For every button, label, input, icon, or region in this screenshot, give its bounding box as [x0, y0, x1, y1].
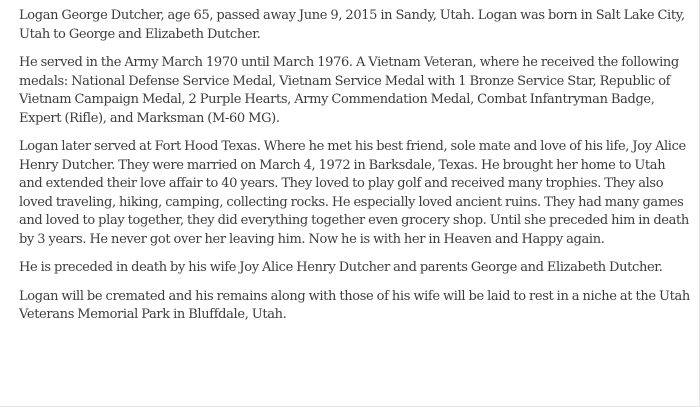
paragraph-military-service: He served in the Army March 1970 until March 1976. A Vietnam Veteran, where he received the following medals: National Defense Service Medal, Vietnam Service Medal with 1 Bronze Service Star, Republic of Vietnam Campaign Medal, 2 Purple Hearts, Army Commendation Medal, Combat Infantryman Badge, Expert (Rifle), and Marksman (M-60 MG).: [19, 55, 679, 126]
paragraph-final-rest: Logan will be cremated and his remains along with those of his wife will be laid to rest in a niche at the Utah Veterans Memorial Park in Bluffdale, Utah.: [19, 288, 690, 322]
paragraph-preceded-in-death: He is preceded in death by his wife Joy Alice Henry Dutcher and parents George and Elizabeth Dutcher.: [19, 260, 663, 275]
paragraph-birth: Logan George Dutcher, age 65, passed away June 9, 2015 in Sandy, Utah. Logan was born in Salt Lake City, Utah to George and Elizabeth Dutcher.: [19, 8, 685, 42]
paragraph-marriage: Logan later served at Fort Hood Texas. Where he met his best friend, sole mate and love of his life, Joy Alice Henry Dutcher. They were married on March 4, 1972 in Barksdale, Texas. He brought her home to Utah and extended their love affair to 40 years. They loved to play golf and received many trophies. They also loved traveling, hiking, camping, collecting rocks. He especially loved ancient ruins. They had many games and loved to play together, they did everything together even grocery shop. Until she preceded him in death by 3 years. He never got over her leaving him. Now he is with her in Heaven and Happy again.: [19, 139, 689, 247]
